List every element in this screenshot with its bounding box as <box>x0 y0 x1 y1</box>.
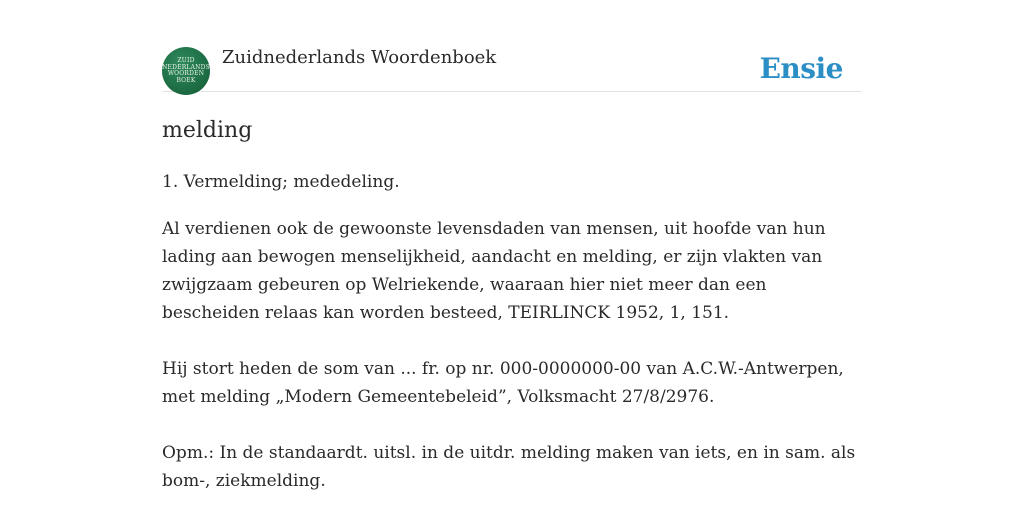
logo-line-1: ZUID <box>177 57 195 64</box>
logo-line-2: NEDERLANDS <box>162 63 210 71</box>
logo-line-3: WOORDEN <box>167 70 205 77</box>
definition: 1. Vermelding; mededeling. <box>162 172 400 192</box>
logo-line-4: BOEK <box>176 76 196 84</box>
example-paragraph: Hij stort heden de som van ... fr. op nr. 000-0000000-00 van A.C.W.-Antwerpen, met melding „Modern Gemeentebeleid”, Volksmacht 27/8/2976. <box>162 359 844 407</box>
headword: melding <box>162 118 253 143</box>
remark-paragraph: Opm.: In de standaardt. uitsl. in de uitdr. melding maken van iets, en in sam. als bom-, ziekmelding. <box>162 443 856 491</box>
site-logo[interactable] <box>162 47 210 95</box>
ensie-brand-logo[interactable]: Ensie <box>759 52 843 85</box>
examples <box>162 215 862 523</box>
site-name-link[interactable]: Zuidnederlands Woordenboek <box>222 47 497 68</box>
site-header <box>162 0 862 92</box>
example-paragraph: Al verdienen ook de gewoonste levensdaden van mensen, uit hoofde van hun lading aan bewogen menselijkheid, aandacht en melding, er zijn vlakten van zwijgzaam gebeuren op Welriekende, waaraan hier niet meer dan een bescheiden relaas kan worden besteed, TEIRLINCK 1952, 1, 151. <box>162 219 826 323</box>
